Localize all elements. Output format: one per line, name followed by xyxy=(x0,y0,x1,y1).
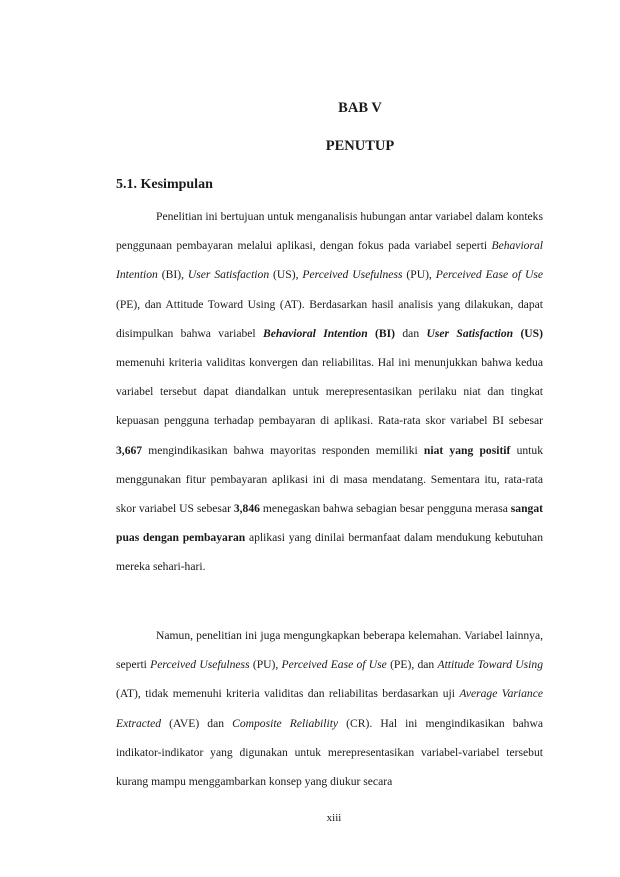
text-run: (AVE) dan xyxy=(161,716,233,730)
text-run: Penelitian ini bertujuan untuk menganalisis hubungan antar variabel dalam konteks penggunaan pembayaran melalui aplikasi, dengan fokus pada variabel seperti xyxy=(116,210,543,253)
text-run: (PE), dan Attitude Toward Using (AT). Berdasarkan hasil analisis yang dilakukan, dapat disimpulkan bahwa variabel xyxy=(116,297,543,340)
term-italic: Composite Reliability xyxy=(232,716,339,730)
term-italic: Attitude Toward Using xyxy=(437,658,543,672)
text-bold: (US) xyxy=(513,326,543,340)
term-bold-italic xyxy=(263,327,368,340)
score-bold: 3,846 xyxy=(233,502,260,516)
term-italic: Perceived Usefulness xyxy=(302,268,403,282)
term-italic: User Satisfaction xyxy=(426,326,514,340)
text-run: (PU), xyxy=(402,268,436,282)
text-run: (PU), xyxy=(249,658,282,672)
term-italic: Behavioral Intention xyxy=(116,239,543,282)
text-run: memenuhi kriteria validitas konvergen dan reliabilitas. Hal ini menunjukkan bahwa kedua variabel tersebut dapat diandalkan untuk merepresentasikan perilaku niat dan tingkat kepuasan pengguna terhadap pembayaran di aplikasi. Rata-rata skor variabel BI sebesar xyxy=(116,356,543,428)
score-bold: 3,667 xyxy=(116,443,143,457)
text-run: (AT), tidak memenuhi kriteria validitas dan reliabilitas berdasarkan uji xyxy=(116,687,460,701)
section-heading: 5.1. Kesimpulan xyxy=(116,177,213,192)
text-run: (US), xyxy=(269,268,303,282)
term-italic: User Satisfaction xyxy=(187,268,270,282)
chapter-number: BAB V xyxy=(338,100,382,116)
text-bold: niat yang positif xyxy=(423,443,511,457)
term-italic: Perceived Ease of Use xyxy=(435,268,543,282)
paragraph-conclusion-2 xyxy=(116,621,543,796)
term-italic: Average Variance Extracted xyxy=(116,687,543,730)
page-number: xiii xyxy=(326,812,342,824)
paragraph-conclusion-1 xyxy=(116,202,543,582)
text-bold: (BI) xyxy=(367,326,396,340)
text-run: mengindikasikan bahwa mayoritas responden memiliki xyxy=(142,443,424,457)
chapter-title: PENUTUP xyxy=(325,138,395,154)
text-run: menegaskan bahwa sebagian besar pengguna merasa xyxy=(259,502,511,516)
text-run: Namun, penelitian ini juga mengungkapkan beberapa kelemahan. Variabel lainnya, seperti xyxy=(116,629,543,672)
text-run: dan xyxy=(395,326,427,340)
term-bold-italic xyxy=(426,327,513,340)
text-run: (PE), dan xyxy=(386,658,438,672)
text-run: (CR). Hal ini mengindikasikan bahwa indikator-indikator yang digunakan untuk merepresentasikan variabel-variabel tersebut kurang mampu menggambarkan konsep yang diukur secara xyxy=(116,716,543,789)
text-run: aplikasi yang dinilai bermanfaat dalam mendukung kebutuhan mereka sehari-hari. xyxy=(116,531,543,574)
term-italic: Behavioral Intention xyxy=(263,326,368,340)
term-italic: Perceived Ease of Use xyxy=(281,658,387,672)
term-italic: Perceived Usefulness xyxy=(150,658,250,672)
text-bold: sangat puas dengan pembayaran xyxy=(116,502,543,545)
text-run: (BI), xyxy=(157,268,188,282)
text-run: untuk menggunakan fitur pembayaran aplikasi ini di masa mendatang. Sementara itu, rata-rata skor variabel US sebesar xyxy=(116,443,543,516)
